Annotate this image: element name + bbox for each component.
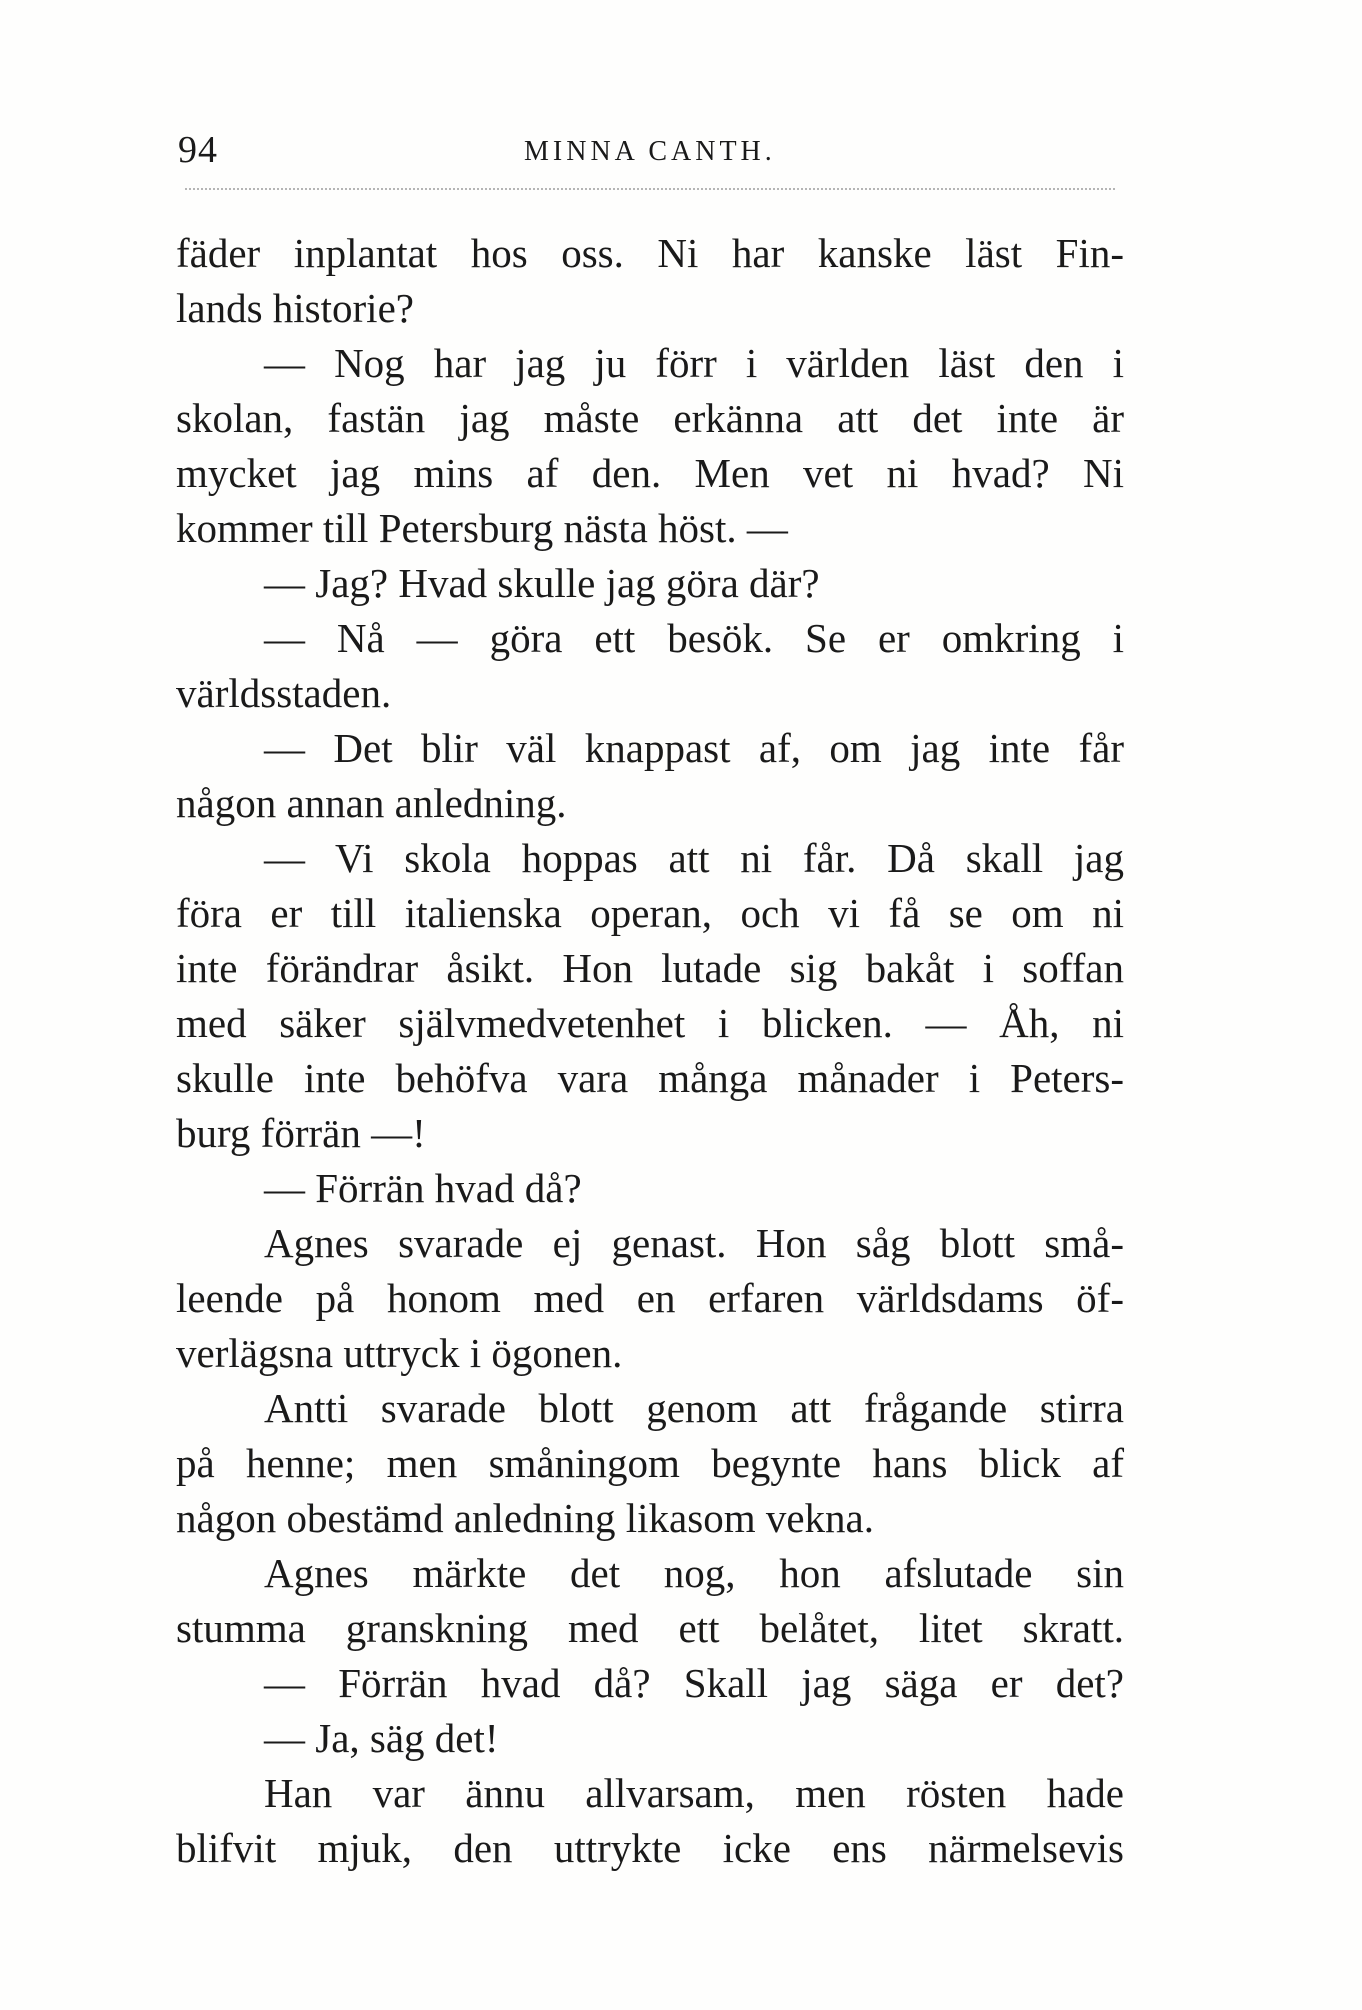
text-line: — Vi skola hoppas att ni får. Då skall jag (264, 835, 1124, 881)
text-line: någon obestämd anledning likasom vekna. (176, 1495, 874, 1541)
text-line: fäder inplantat hos oss. Ni har kanske läst Fin- (176, 230, 1124, 276)
text-line: — Nog har jag ju förr i världen läst den i (264, 340, 1124, 386)
text-line: burg förrän —! (176, 1110, 426, 1156)
text-line: på henne; men småningom begynte hans blick af (176, 1440, 1124, 1486)
text-line: Agnes svarade ej genast. Hon såg blott små- (264, 1220, 1124, 1266)
text-line: — Det blir väl knappast af, om jag inte får (264, 725, 1124, 771)
text-line: — Förrän hvad då? Skall jag säga er det? (264, 1660, 1124, 1706)
text-line: lands historie? (176, 285, 414, 331)
text-line: föra er till italienska operan, och vi få se om ni (176, 890, 1124, 936)
text-line: inte förändrar åsikt. Hon lutade sig bakåt i soffan (176, 945, 1124, 991)
text-line: — Ja, säg det! (264, 1715, 499, 1761)
text-line: skolan, fastän jag måste erkänna att det inte är (176, 395, 1124, 441)
text-line: världsstaden. (176, 670, 392, 716)
page-header (178, 120, 1118, 180)
text-line: blifvit mjuk, den uttrykte icke ens närmelsevis (176, 1825, 1124, 1871)
running-head: MINNA CANTH. (524, 136, 776, 167)
page-number: 94 (178, 129, 218, 171)
text-line: skulle inte behöfva vara många månader i Peters- (176, 1055, 1124, 1101)
text-line: kommer till Petersburg nästa höst. — (176, 505, 788, 551)
text-line: med säker självmedvetenhet i blicken. — Åh, ni (176, 1000, 1124, 1046)
text-line: Han var ännu allvarsam, men rösten hade (264, 1770, 1124, 1816)
text-line: — Jag? Hvad skulle jag göra där? (264, 560, 820, 606)
text-line: Antti svarade blott genom att frågande stirra (264, 1385, 1124, 1431)
text-line: — Nå — göra ett besök. Se er omkring i (264, 615, 1124, 661)
text-line: verlägsna uttryck i ögonen. (176, 1330, 623, 1376)
body-text (176, 226, 1124, 1876)
text-line: Agnes märkte det nog, hon afslutade sin (264, 1550, 1124, 1596)
header-rule (185, 188, 1115, 190)
text-line: — Förrän hvad då? (264, 1165, 582, 1211)
text-line: någon annan anledning. (176, 780, 567, 826)
text-line: leende på honom med en erfaren världsdams öf- (176, 1275, 1124, 1321)
text-line: stumma granskning med ett belåtet, litet skratt. (176, 1605, 1124, 1651)
text-line: mycket jag mins af den. Men vet ni hvad? Ni (176, 450, 1124, 496)
